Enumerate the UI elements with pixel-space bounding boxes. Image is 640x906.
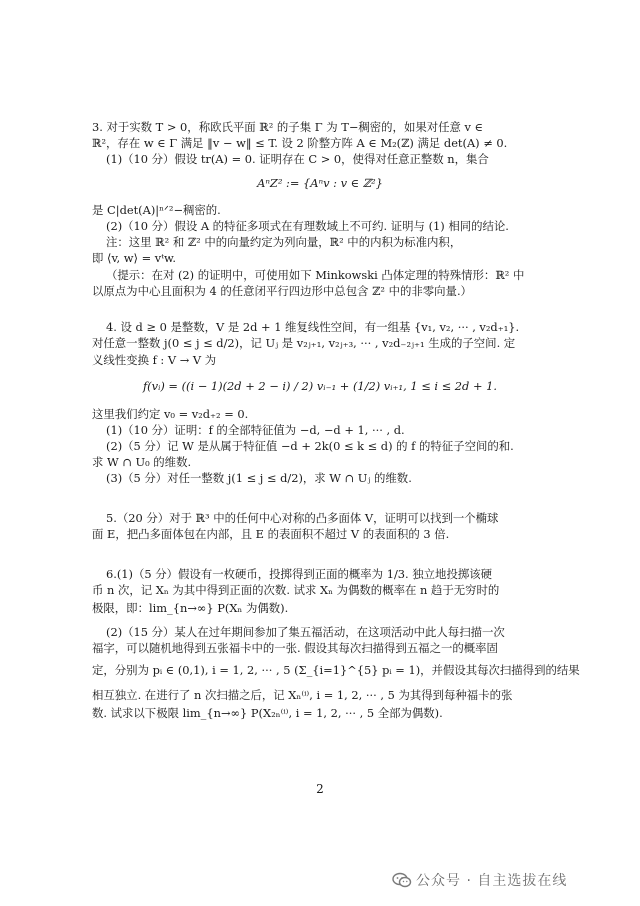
problem3-note-line2: 即 ⟨v, w⟩ = vᵗw. — [92, 251, 177, 265]
problem3-line5: (2)（10 分）假设 A 的特征多项式在有理数域上不可约. 证明与 (1) 相同的结论. — [106, 219, 509, 233]
problem6-line2: 币 n 次，记 Xₙ 为其中得到正面的次数. 试求 Xₙ 为偶数的概率在 n 趋于无穷时的 — [92, 583, 500, 597]
problem3-note-line1: 注：这里 ℝ² 和 ℤ² 中的向量约定为列向量，ℝ² 中的内积为标准内积， — [106, 235, 462, 249]
problem3-line4: 是 C|det(A)|ⁿᐟ²−稠密的. — [92, 203, 221, 217]
watermark — [392, 870, 567, 890]
problem4-line4: 这里我们约定 v₀ = v₂d₊₂ = 0. — [92, 407, 249, 421]
problem4-part3: (3)（5 分）对任一整数 j(1 ≤ j ≤ d/2)，求 W ∩ Uⱼ 的维数. — [106, 471, 412, 485]
problem4-line2: 对任意一整数 j(0 ≤ j ≤ d/2)，记 Uⱼ 是 v₂ⱼ₊₁, v₂ⱼ₊₃, ··· , v₂d₋₂ⱼ₊₁ 生成的子空间. 定 — [92, 336, 516, 350]
wechat-icon — [392, 870, 412, 890]
problem6-part2-line4: 相互独立. 在进行了 n 次扫描之后，记 Xₙ⁽ⁱ⁾, i = 1, 2, ··· , 5 为其得到每种福卡的张 — [92, 688, 513, 702]
page-number: 2 — [316, 782, 324, 796]
problem5-line1: 5.（20 分）对于 ℝ³ 中的任何中心对称的凸多面体 V，证明可以找到一个椭球 — [106, 511, 499, 525]
problem4-line1: 4. 设 d ≥ 0 是整数，V 是 2d + 1 维复线性空间，有一组基 {v₁, v₂, ··· , v₂d₊₁}. — [106, 320, 520, 334]
problem6-part2-line3: 定，分别为 pᵢ ∈ (0,1), i = 1, 2, ··· , 5 (Σ_{i=1}^{5} pᵢ = 1)，并假设其每次扫描得到的结果 — [92, 663, 580, 677]
problem3-line2: ℝ²，存在 w ∈ Γ 满足 ‖v − w‖ ≤ T. 设 2 阶整方阵 A ∈ M₂(ℤ) 满足 det(A) ≠ 0. — [92, 136, 508, 150]
problem3-line3: (1)（10 分）假设 tr(A) = 0. 证明存在 C > 0，使得对任意正整数 n，集合 — [106, 152, 489, 166]
problem4-part2: (2)（5 分）记 W 是从属于特征值 −d + 2k(0 ≤ k ≤ d) 的 f 的特征子空间的和. — [106, 439, 514, 453]
problem6-part2-line2: 福字，可以随机地得到五张福卡中的一张. 假设其每次扫描得到五福之一的概率固 — [92, 641, 498, 655]
problem3-hint-line2: 以原点为中心且面积为 4 的任意闭平行四边形中总包含 ℤ² 中的非零向量.） — [92, 284, 472, 298]
problem4-formula: f(vᵢ) = ((i − 1)(2d + 2 − i) / 2) vᵢ₋₁ + (1/2) vᵢ₊₁, 1 ≤ i ≤ 2d + 1. — [142, 379, 498, 393]
problem4-part1: (1)（10 分）证明：f 的全部特征值为 −d, −d + 1, ··· , d. — [106, 423, 405, 437]
watermark-text: 公众号 · 自主选拔在线 — [416, 873, 568, 889]
problem3-formula: AⁿZ² := {Aⁿv : v ∈ ℤ²} — [257, 176, 383, 190]
problem4-line3: 义线性变换 f : V → V 为 — [92, 353, 217, 367]
problem4-part2-cont: 求 W ∩ U₀ 的维数. — [92, 455, 192, 469]
problem3-line1: 3. 对于实数 T > 0，称欧氏平面 ℝ² 的子集 Γ 为 T−稠密的，如果对任意 v ∈ — [92, 120, 484, 134]
problem3-hint-line1: （提示：在对 (2) 的证明中，可使用如下 Minkowski 凸体定理的特殊情形：ℝ² 中 — [106, 268, 525, 282]
problem6-line1: 6.(1)（5 分）假设有一枚硬币，投掷得到正面的概率为 1/3. 独立地投掷该硬 — [106, 567, 493, 581]
problem6-part2-line1: (2)（15 分）某人在过年期间参加了集五福活动，在这项活动中此人每扫描一次 — [106, 625, 505, 639]
problem5-line2: 面 E，把凸多面体包在内部，且 E 的表面积不超过 V 的表面积的 3 倍. — [92, 527, 450, 541]
problem6-part2-line5: 数. 试求以下极限 lim_{n→∞} P(X₂ₙ⁽ⁱ⁾, i = 1, 2, ··· , 5 全部为偶数). — [92, 706, 443, 720]
problem6-line3: 极限，即：lim_{n→∞} P(Xₙ 为偶数). — [92, 601, 289, 615]
